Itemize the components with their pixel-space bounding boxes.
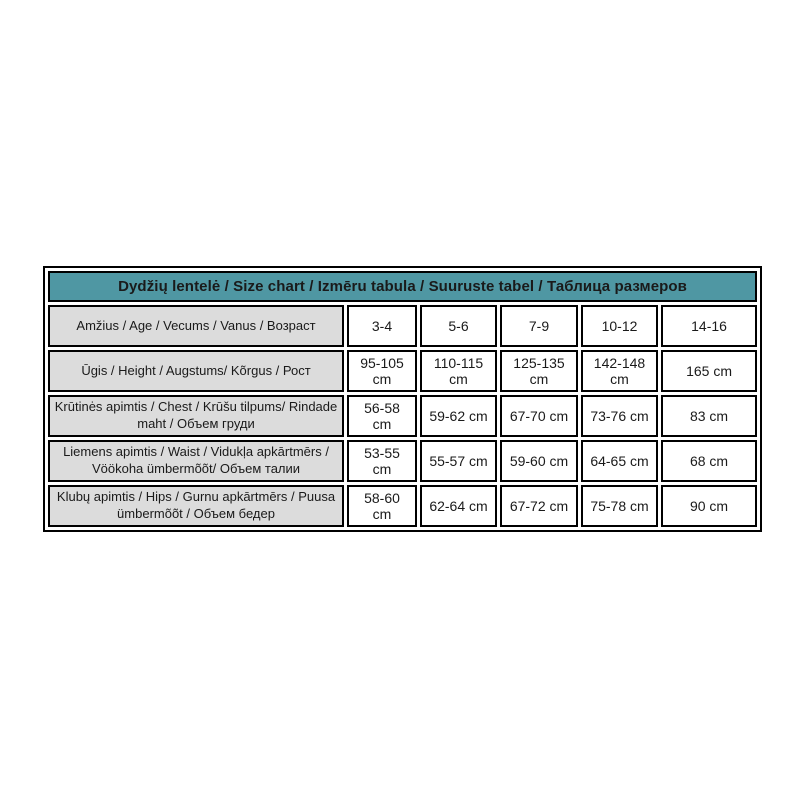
cell-height-5: 165 cm [661, 350, 757, 392]
cell-hips-3: 67-72 cm [500, 485, 578, 527]
cell-waist-4: 64-65 cm [581, 440, 658, 482]
row-label-hips: Klubų apimtis / Hips / Gurnu apkārtmērs / Puusa ümbermõõt / Объем бедер [48, 485, 344, 527]
row-label-chest: Krūtinės apimtis / Chest / Krūšu tilpums/ Rindade maht / Объем груди [48, 395, 344, 437]
cell-hips-2: 62-64 cm [420, 485, 497, 527]
table-row-hips [48, 485, 757, 527]
table-row-waist [48, 440, 757, 482]
cell-hips-5: 90 cm [661, 485, 757, 527]
cell-age-5: 14-16 [661, 305, 757, 347]
cell-waist-5: 68 cm [661, 440, 757, 482]
table-row-chest [48, 395, 757, 437]
cell-hips-1: 58-60 cm [347, 485, 417, 527]
cell-waist-3: 59-60 cm [500, 440, 578, 482]
row-label-waist: Liemens apimtis / Waist / Vidukļa apkārtmērs / Vöökoha ümbermõõt/ Объем талии [48, 440, 344, 482]
cell-hips-4: 75-78 cm [581, 485, 658, 527]
row-label-height: Ūgis / Height / Augstums/ Kõrgus / Рост [48, 350, 344, 392]
table-header-row [48, 271, 757, 302]
cell-height-2: 110-115 cm [420, 350, 497, 392]
cell-chest-4: 73-76 cm [581, 395, 658, 437]
cell-chest-5: 83 cm [661, 395, 757, 437]
table-title: Dydžių lentelė / Size chart / Izmēru tabula / Suuruste tabel / Таблица размеров [48, 271, 757, 302]
cell-height-1: 95-105 cm [347, 350, 417, 392]
row-label-age: Amžius / Age / Vecums / Vanus / Возраст [48, 305, 344, 347]
size-chart-table [43, 266, 762, 532]
cell-age-1: 3-4 [347, 305, 417, 347]
cell-height-3: 125-135 cm [500, 350, 578, 392]
cell-age-3: 7-9 [500, 305, 578, 347]
cell-height-4: 142-148 cm [581, 350, 658, 392]
cell-waist-1: 53-55 cm [347, 440, 417, 482]
cell-chest-3: 67-70 cm [500, 395, 578, 437]
cell-age-4: 10-12 [581, 305, 658, 347]
cell-age-2: 5-6 [420, 305, 497, 347]
cell-chest-2: 59-62 cm [420, 395, 497, 437]
cell-chest-1: 56-58 cm [347, 395, 417, 437]
table-row-age [48, 305, 757, 347]
table-row-height [48, 350, 757, 392]
cell-waist-2: 55-57 cm [420, 440, 497, 482]
